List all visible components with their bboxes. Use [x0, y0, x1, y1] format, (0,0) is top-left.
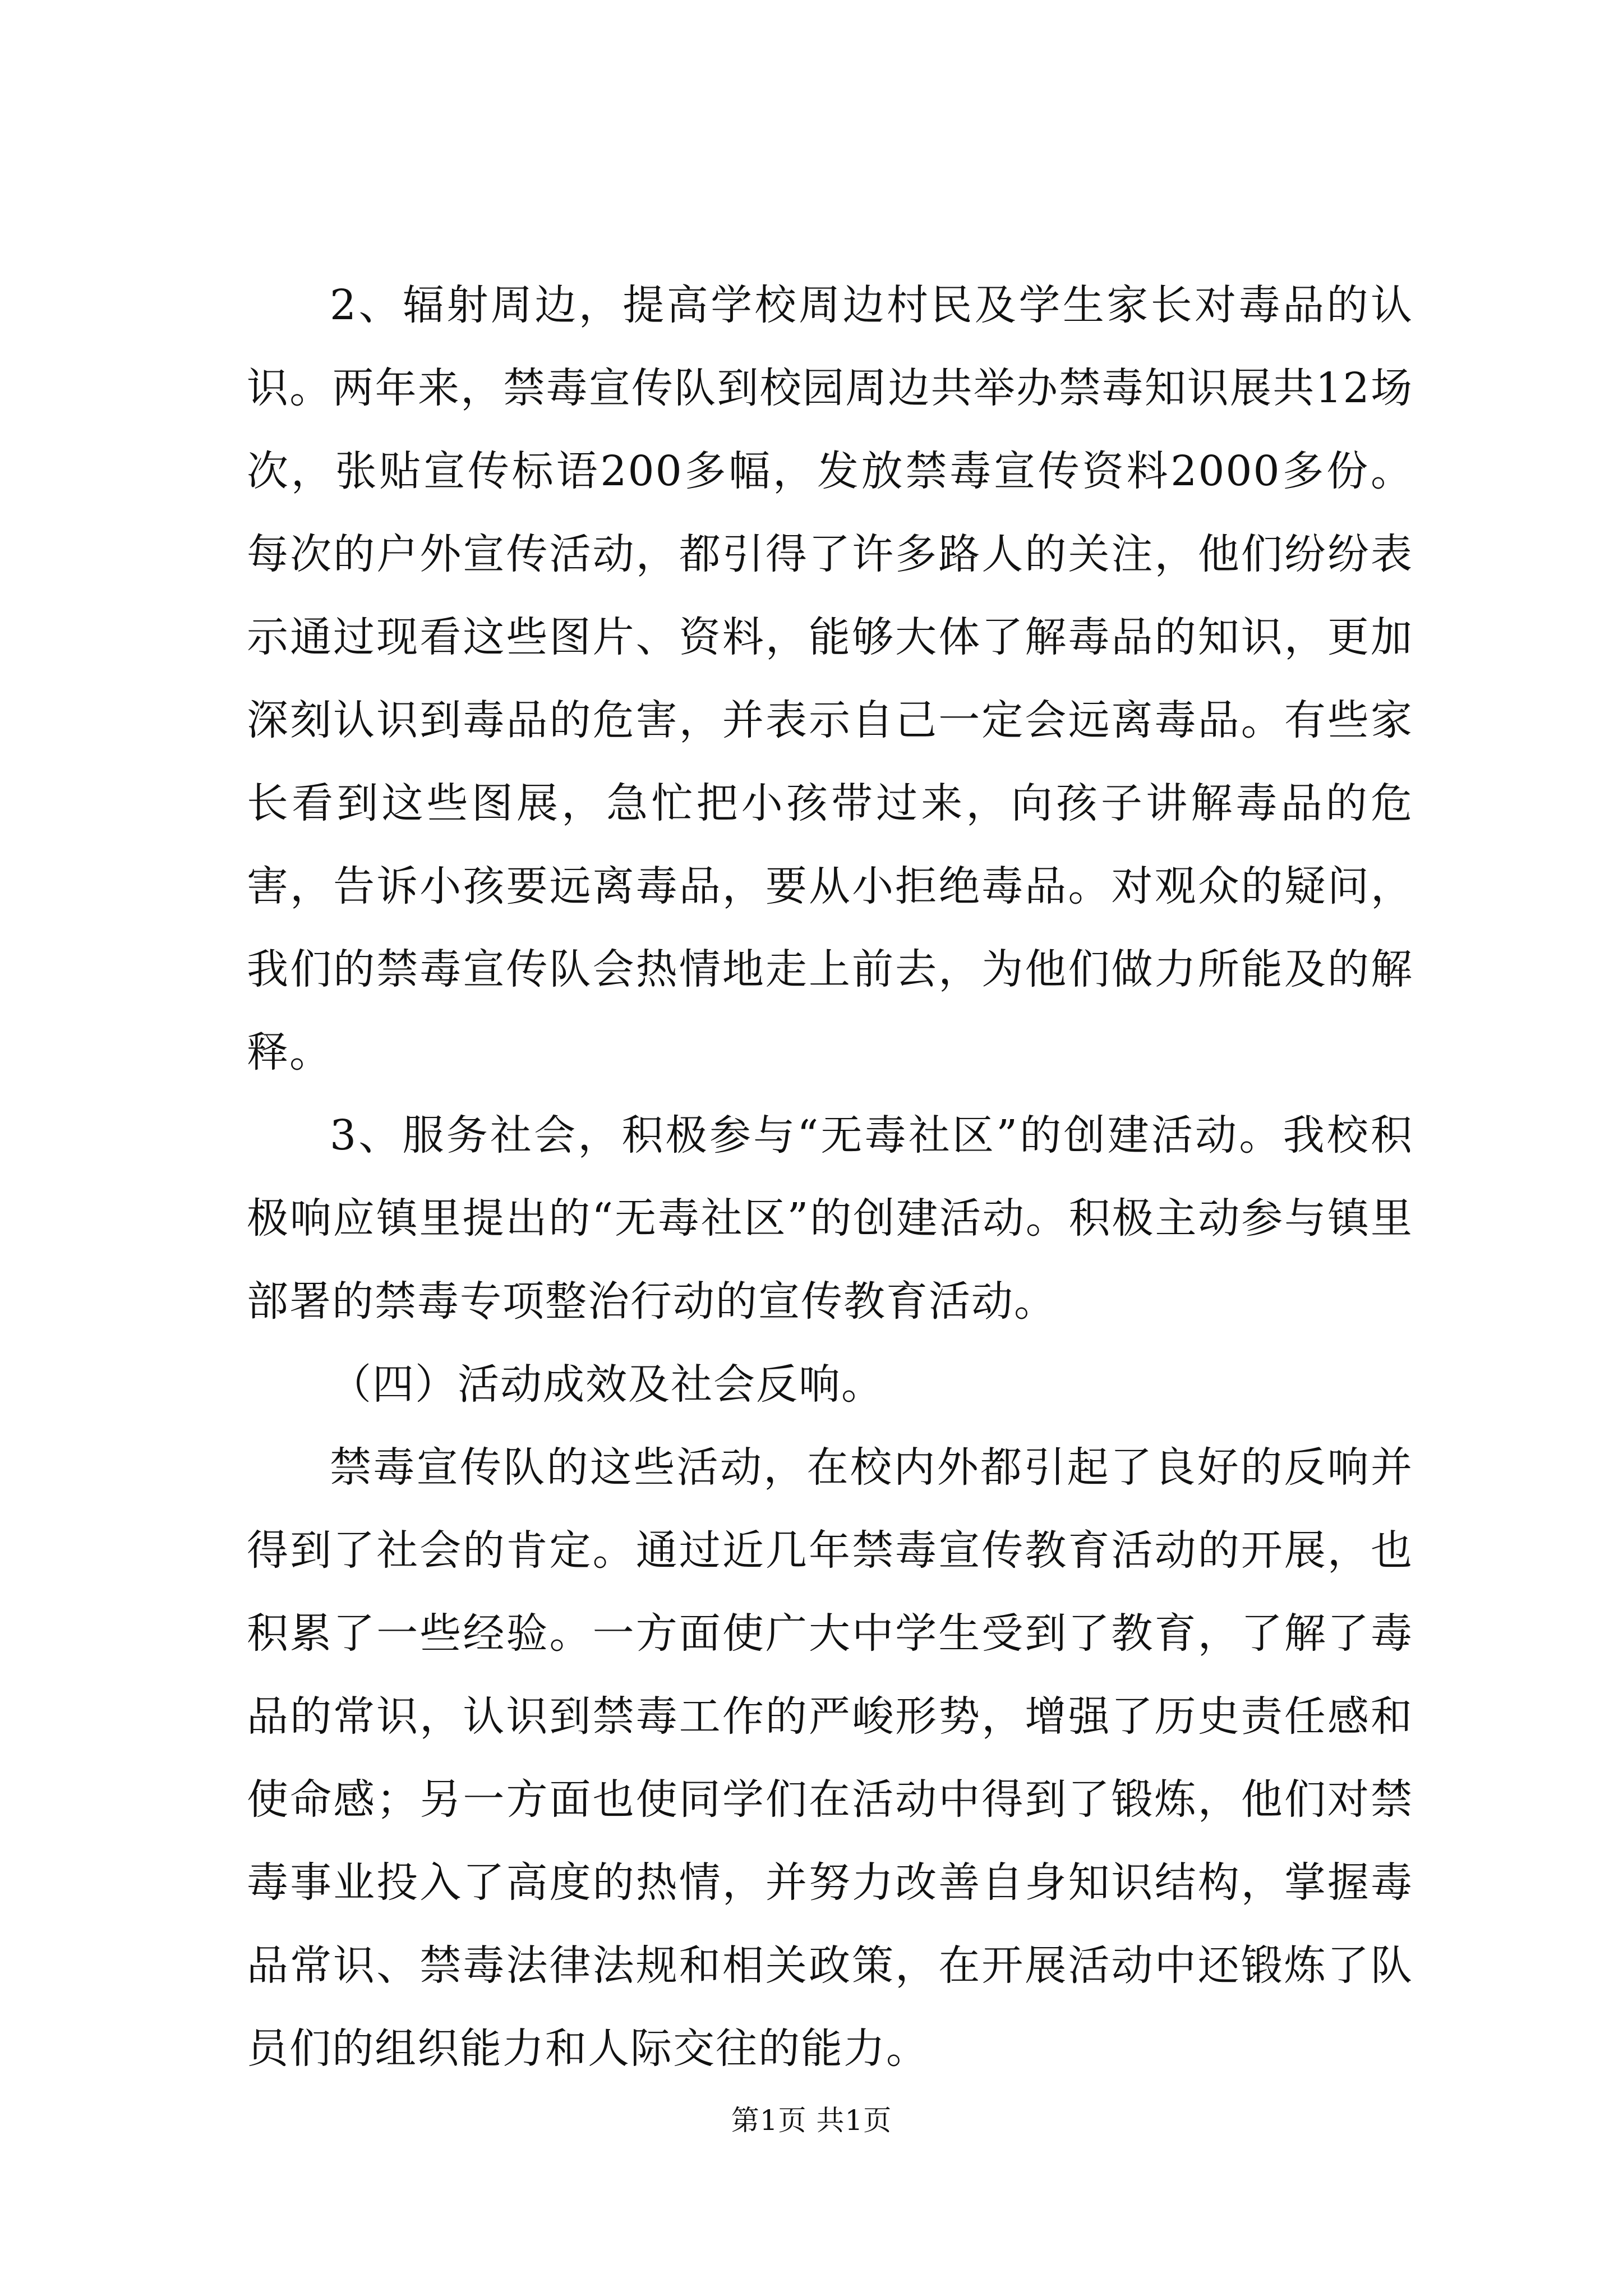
- paragraph-community-service: 3、服务社会，积极参与“无毒社区”的创建活动。我校积极响应镇里提出的“无毒社区”的创建活动。积极主动参与镇里部署的禁毒专项整治行动的宣传教育活动。: [247, 1111, 1413, 1326]
- document-body: [247, 264, 1413, 2090]
- page-number-footer: 第1页 共1页: [731, 2104, 892, 2137]
- section-heading-results: （四）活动成效及社会反响。: [330, 1360, 884, 1409]
- paragraph-results: 禁毒宣传队的这些活动，在校内外都引起了良好的反响并得到了社会的肯定。通过近几年禁毒宣传教育活动的开展，也积累了一些经验。一方面使广大中学生受到了教育，了解了毒品的常识，认识到禁毒工作的严峻形势，增强了历史责任感和使命感；另一方面也使同学们在活动中得到了锻炼，他们对禁毒事业投入了高度的热情，并努力改善自身知识结构，掌握毒品常识、禁毒法律法规和相关政策，在开展活动中还锻炼了队员们的组织能力和人际交往的能力。: [247, 1443, 1413, 2073]
- paragraph-outreach: 2、辐射周边，提高学校周边村民及学生家长对毒品的认识。两年来，禁毒宣传队到校园周边共举办禁毒知识展共12场次，张贴宣传标语200多幅，发放禁毒宣传资料2000多份。每次的户外宣传活动，都引得了许多路人的关注，他们纷纷表示通过现看这些图片、资料，能够大体了解毒品的知识，更加深刻认识到毒品的危害，并表示自己一定会远离毒品。有些家长看到这些图展，急忙把小孩带过来，向孩子讲解毒品的危害，告诉小孩要远离毒品，要从小拒绝毒品。对观众的疑问，我们的禁毒宣传队会热情地走上前去，为他们做力所能及的解释。: [247, 281, 1413, 1076]
